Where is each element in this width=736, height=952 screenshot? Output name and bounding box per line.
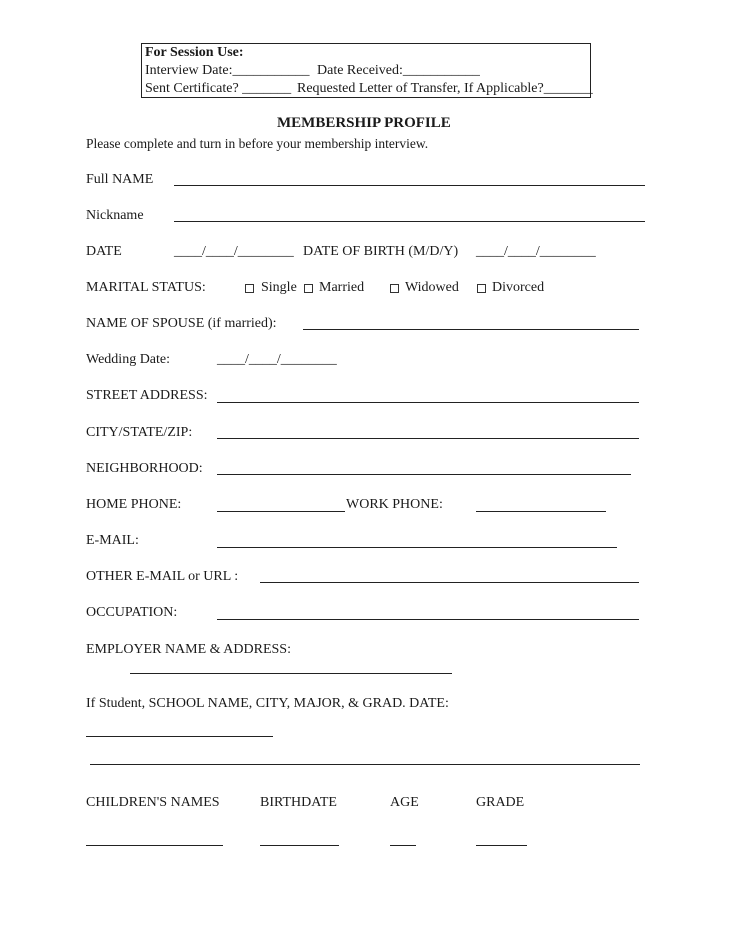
email-label: E-MAIL: [86,533,139,548]
student-label: If Student, SCHOOL NAME, CITY, MAJOR, & GRAD. DATE: [86,696,449,711]
child-name-line[interactable] [86,845,223,846]
child-age-line[interactable] [390,845,416,846]
street-address-line[interactable] [217,402,639,403]
student-line-1[interactable] [86,736,273,737]
divorced-checkbox[interactable] [477,284,486,293]
occupation-label: OCCUPATION: [86,605,178,620]
city-state-zip-label: CITY/STATE/ZIP: [86,425,193,440]
work-phone-line[interactable] [476,511,606,512]
neighborhood-line[interactable] [217,474,631,475]
married-checkbox[interactable] [304,284,313,293]
child-grade-line[interactable] [476,845,527,846]
child-birthdate-line[interactable] [260,845,339,846]
page-title: MEMBERSHIP PROFILE [277,115,451,131]
work-phone-label: WORK PHONE: [346,497,443,512]
nickname-label: Nickname [86,208,144,223]
dob-blank[interactable]: ____/____/________ [476,244,596,259]
email-line[interactable] [217,547,617,548]
dob-label: DATE OF BIRTH (M/D/Y) [303,244,459,259]
widowed-option: Widowed [405,280,459,295]
instructions: Please complete and turn in before your membership interview. [86,136,429,151]
other-email-label: OTHER E-MAIL or URL : [86,569,239,584]
neighborhood-label: NEIGHBORHOOD: [86,461,203,476]
session-use-box [141,43,591,98]
date-blank[interactable]: ____/____/________ [174,244,294,259]
single-checkbox[interactable] [245,284,254,293]
interview-date-label: Interview Date:___________ [145,63,310,78]
street-address-label: STREET ADDRESS: [86,388,208,403]
date-received-label: Date Received:___________ [317,63,480,78]
widowed-checkbox[interactable] [390,284,399,293]
spouse-label: NAME OF SPOUSE (if married): [86,316,277,331]
home-phone-line[interactable] [217,511,345,512]
children-age-header: AGE [390,795,419,810]
date-label: DATE [86,244,122,259]
full-name-label: Full NAME [86,172,154,187]
sent-certificate-label: Sent Certificate? _______ [145,81,292,96]
children-names-header: CHILDREN'S NAMES [86,795,220,810]
city-state-zip-line[interactable] [217,438,639,439]
occupation-line[interactable] [217,619,639,620]
divorced-option: Divorced [492,280,545,295]
single-option: Single [261,280,297,295]
children-birthdate-header: BIRTHDATE [260,795,337,810]
marital-status-label: MARITAL STATUS: [86,280,206,295]
employer-label: EMPLOYER NAME & ADDRESS: [86,642,291,657]
home-phone-label: HOME PHONE: [86,497,182,512]
married-option: Married [319,280,365,295]
wedding-date-blank[interactable]: ____/____/________ [217,352,337,367]
other-email-line[interactable] [260,582,639,583]
spouse-line[interactable] [303,329,639,330]
requested-letter-label: Requested Letter of Transfer, If Applicable?_______ [297,81,593,96]
session-heading: For Session Use: [145,45,244,60]
children-grade-header: GRADE [476,795,525,810]
nickname-line[interactable] [174,221,645,222]
full-name-line[interactable] [174,185,645,186]
employer-line[interactable] [130,673,452,674]
wedding-date-label: Wedding Date: [86,352,171,367]
student-line-2[interactable] [90,764,640,765]
